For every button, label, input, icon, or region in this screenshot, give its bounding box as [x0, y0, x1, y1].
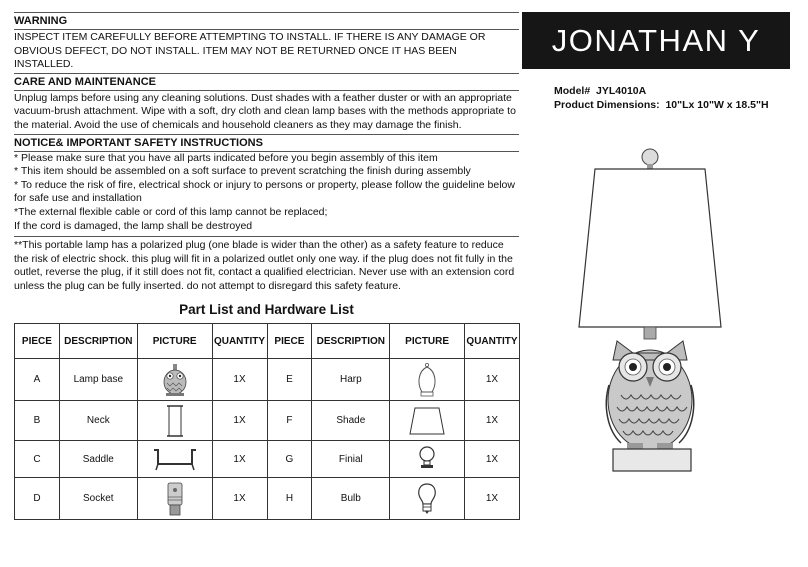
- quantity-cell: 1X: [212, 478, 267, 520]
- table-row: [15, 359, 520, 401]
- safety-bullet: * Please make sure that you have all parts indicated before you begin assembly of this item: [14, 151, 438, 164]
- care-heading: CARE AND MAINTENANCE: [14, 73, 519, 91]
- col-header: QUANTITY: [464, 324, 519, 359]
- col-header: DESCRIPTION: [59, 324, 137, 359]
- piece-cell: G: [267, 441, 312, 478]
- plug-note: **This portable lamp has a polarized plug (one blade is wider than the other) as a safety feature to reduce the risk of electric shock. this plug will fit in a polarized outlet only one way. if the plug does not fit fully in the outlet, reverse the plug, if it still does not fit, contact a qualified electrician. Never use with an extension cord unless the plug can be fully inserted. do not attempt to disregard this safety feature.: [14, 239, 515, 292]
- col-header: PICTURE: [137, 324, 212, 359]
- piece-cell: A: [15, 359, 60, 401]
- col-header: PIECE: [267, 324, 312, 359]
- description-cell: Bulb: [312, 478, 390, 520]
- description-cell: Neck: [59, 401, 137, 441]
- quantity-cell: 1X: [464, 401, 519, 441]
- model-line: [554, 85, 646, 97]
- saddle-icon: [150, 446, 200, 472]
- description-cell: Saddle: [59, 441, 137, 478]
- piece-cell: F: [267, 401, 312, 441]
- description-cell: Finial: [312, 441, 390, 478]
- description-cell: Shade: [312, 401, 390, 441]
- col-header: PIECE: [15, 324, 60, 359]
- table-header-row: [15, 324, 520, 359]
- quantity-cell: 1X: [212, 441, 267, 478]
- table-row: [15, 401, 520, 441]
- safety-heading: NOTICE& IMPORTANT SAFETY INSTRUCTIONS: [14, 134, 519, 152]
- parts-table: [14, 323, 520, 520]
- owl-table-lamp-icon: [565, 145, 725, 475]
- instructions-column: [14, 12, 519, 295]
- piece-cell: C: [15, 441, 60, 478]
- table-row: [15, 441, 520, 478]
- quantity-cell: 1X: [464, 478, 519, 520]
- socket-icon: [164, 481, 186, 517]
- owl-base-icon: [160, 363, 190, 397]
- dimensions-line: [554, 99, 769, 111]
- description-cell: Harp: [312, 359, 390, 401]
- description-cell: Socket: [59, 478, 137, 520]
- bulb-icon: [416, 482, 438, 516]
- dimensions-label: Product Dimensions:: [554, 99, 660, 111]
- quantity-cell: 1X: [212, 401, 267, 441]
- model-value: JYL4010A: [596, 85, 647, 97]
- safety-bullets: [14, 152, 519, 234]
- warning-heading: WARNING: [14, 12, 519, 30]
- divider: [14, 236, 519, 237]
- harp-icon: [412, 362, 442, 398]
- description-cell: Lamp base: [59, 359, 137, 401]
- piece-cell: B: [15, 401, 60, 441]
- quantity-cell: 1X: [464, 359, 519, 401]
- safety-bullet: * To reduce the risk of fire, electrical shock or injury to persons or property, please follow the guideline below for safe use and installation: [14, 178, 515, 205]
- piece-cell: E: [267, 359, 312, 401]
- parts-list-title: Part List and Hardware List: [179, 302, 354, 317]
- care-text: Unplug lamps before using any cleaning solutions. Dust shades with a feather duster or with an appropriate vacuum-brush attachment. Wipe with a soft, dry cloth and clean lamp bases with the methods appropriate to the material. Avoid the use of chemicals and household cleaners as they may damage the finish.: [14, 91, 516, 131]
- col-header: QUANTITY: [212, 324, 267, 359]
- safety-bullet: If the cord is damaged, the lamp shall be destroyed: [14, 219, 253, 232]
- piece-cell: D: [15, 478, 60, 520]
- quantity-cell: 1X: [212, 359, 267, 401]
- shade-icon: [407, 405, 447, 437]
- brand-name: JONATHAN Y: [551, 22, 761, 58]
- safety-bullet: *The external flexible cable or cord of this lamp cannot be replaced;: [14, 205, 328, 218]
- safety-bullet: * This item should be assembled on a soft surface to prevent scratching the finish during assembly: [14, 165, 471, 178]
- warning-text: INSPECT ITEM CAREFULLY BEFORE ATTEMPTING TO INSTALL. IF THERE IS ANY DAMAGE OR OBVIOUS DEFECT, DO NOT INSTALL. ITEM MAY NOT BE RETURNED ONCE IT HAS BEEN INSTALLED.: [14, 31, 486, 71]
- table-row: [15, 478, 520, 520]
- dimensions-value: 10"Lx 10"W x 18.5"H: [665, 99, 769, 111]
- piece-cell: H: [267, 478, 312, 520]
- finial-icon: [417, 445, 437, 473]
- quantity-cell: 1X: [464, 441, 519, 478]
- model-label: Model#: [554, 85, 591, 97]
- col-header: DESCRIPTION: [312, 324, 390, 359]
- col-header: PICTURE: [390, 324, 465, 359]
- brand-logo: [522, 12, 790, 69]
- neck-icon: [164, 404, 186, 438]
